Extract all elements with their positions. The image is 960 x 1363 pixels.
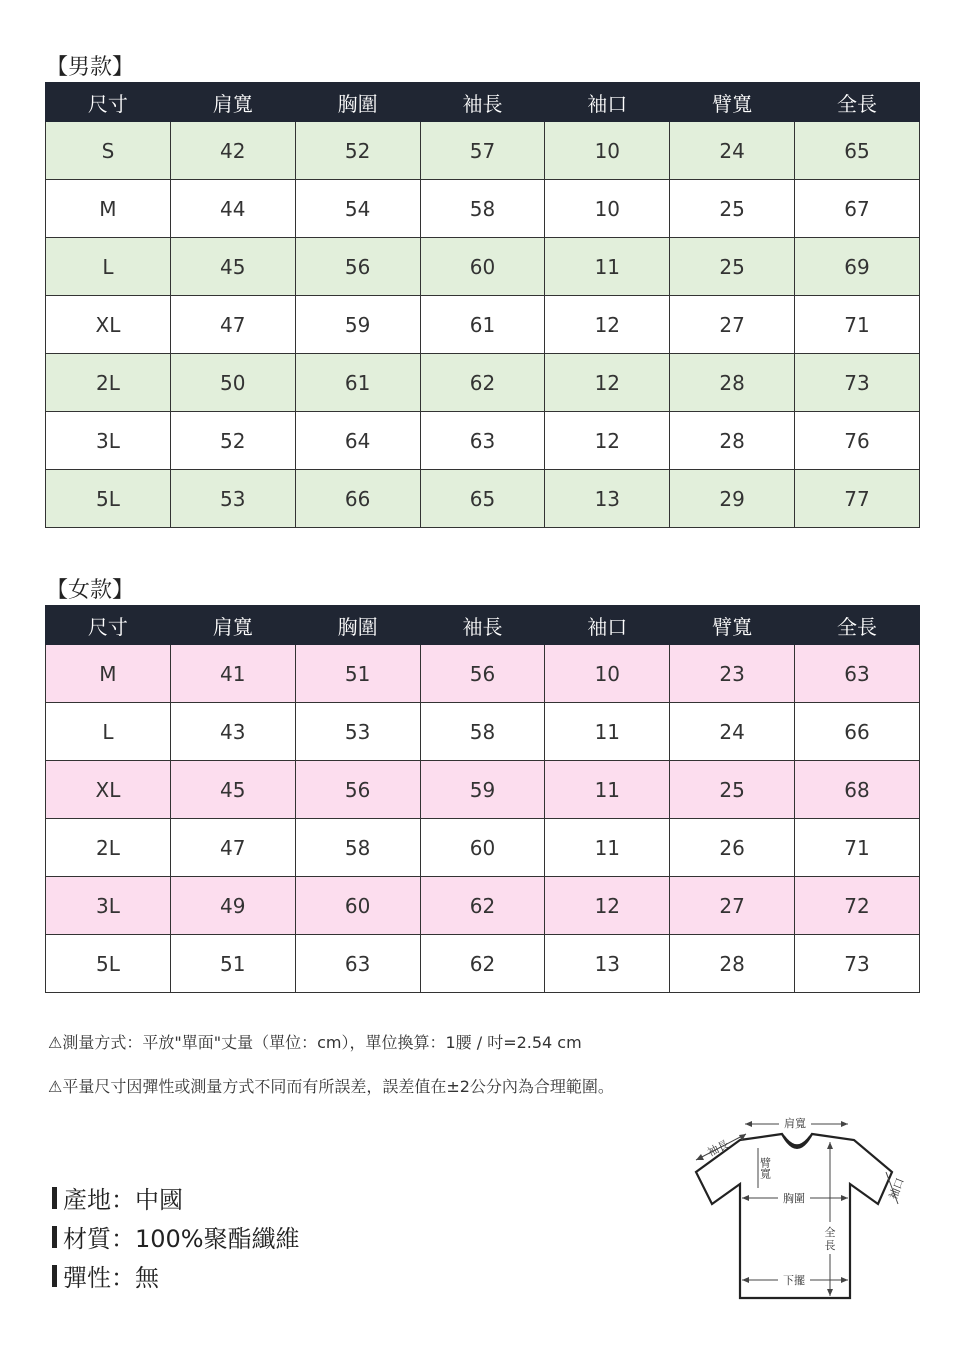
column-header: 袖口 (545, 83, 670, 122)
column-header: 肩寬 (170, 83, 295, 122)
measurement-note: ⚠測量方式：平放"單面"丈量（單位：cm），單位換算：1腰 / 吋=2.54 cm (48, 1033, 582, 1052)
measurement-cell: 60 (295, 877, 420, 935)
shoulder-label: 肩寬 (784, 1117, 806, 1130)
measurement-cell: 26 (670, 819, 795, 877)
bullet-bar (52, 1226, 57, 1248)
spec-material (52, 1219, 300, 1254)
measurement-cell: 41 (170, 645, 295, 703)
table-row (46, 180, 920, 238)
column-header: 尺寸 (46, 606, 171, 645)
size-cell: 3L (46, 412, 171, 470)
table-row (46, 412, 920, 470)
column-header: 全長 (795, 606, 920, 645)
table-row (46, 470, 920, 528)
sleeve-length-label: 袖長 (705, 1137, 731, 1160)
column-header: 肩寬 (170, 606, 295, 645)
measurement-cell: 60 (420, 238, 545, 296)
measurement-cell: 72 (795, 877, 920, 935)
cuff-label: 袖口 (886, 1176, 907, 1202)
column-header: 袖長 (420, 83, 545, 122)
measurement-cell: 58 (420, 180, 545, 238)
column-header: 臂寬 (670, 606, 795, 645)
measurement-cell: 51 (170, 935, 295, 993)
measurement-cell: 64 (295, 412, 420, 470)
table-row (46, 645, 920, 703)
size-cell: 2L (46, 819, 171, 877)
measurement-cell: 29 (670, 470, 795, 528)
measurement-cell: 69 (795, 238, 920, 296)
column-header: 袖長 (420, 606, 545, 645)
spec-origin (52, 1180, 183, 1215)
table-row (46, 877, 920, 935)
measurement-cell: 71 (795, 296, 920, 354)
measurement-cell: 13 (545, 470, 670, 528)
spec-elasticity (52, 1258, 159, 1293)
size-cell: 2L (46, 354, 171, 412)
measurement-cell: 67 (795, 180, 920, 238)
shirt-measurement-diagram (690, 1112, 910, 1307)
bullet-bar (52, 1187, 57, 1209)
table-row (46, 296, 920, 354)
arrow-head (745, 1121, 752, 1127)
women-section-title: 【女款】 (46, 578, 135, 603)
measurement-cell: 47 (170, 819, 295, 877)
measurement-cell: 11 (545, 238, 670, 296)
measurement-cell: 62 (420, 935, 545, 993)
men-section-title: 【男款】 (46, 55, 135, 80)
measurement-cell: 45 (170, 238, 295, 296)
spec-elasticity-text: 彈性：無 (63, 1264, 159, 1292)
measurement-cell: 56 (420, 645, 545, 703)
measurement-cell: 58 (420, 703, 545, 761)
measurement-cell: 27 (670, 296, 795, 354)
size-cell: XL (46, 761, 171, 819)
measurement-cell: 44 (170, 180, 295, 238)
measurement-cell: 54 (295, 180, 420, 238)
measurement-cell: 62 (420, 354, 545, 412)
measurement-cell: 63 (795, 645, 920, 703)
measurement-cell: 43 (170, 703, 295, 761)
measurement-cell: 12 (545, 296, 670, 354)
size-cell: 5L (46, 470, 171, 528)
measurement-cell: 52 (170, 412, 295, 470)
measurement-cell: 50 (170, 354, 295, 412)
measurement-cell: 73 (795, 935, 920, 993)
measurement-cell: 11 (545, 703, 670, 761)
size-cell: S (46, 122, 171, 180)
measurement-cell: 28 (670, 412, 795, 470)
size-cell: 3L (46, 877, 171, 935)
column-header: 袖口 (545, 606, 670, 645)
table-row (46, 122, 920, 180)
measurement-cell: 68 (795, 761, 920, 819)
measurement-cell: 61 (420, 296, 545, 354)
measurement-cell: 45 (170, 761, 295, 819)
column-header: 胸圍 (295, 83, 420, 122)
measurement-cell: 53 (295, 703, 420, 761)
column-header: 臂寬 (670, 83, 795, 122)
table-row (46, 819, 920, 877)
measurement-cell: 62 (420, 877, 545, 935)
size-cell: 5L (46, 935, 171, 993)
measurement-cell: 42 (170, 122, 295, 180)
measurement-cell: 23 (670, 645, 795, 703)
measurement-cell: 28 (670, 354, 795, 412)
measurement-cell: 25 (670, 180, 795, 238)
measurement-cell: 52 (295, 122, 420, 180)
column-header: 全長 (795, 83, 920, 122)
measurement-cell: 63 (295, 935, 420, 993)
measurement-cell: 51 (295, 645, 420, 703)
arm-width-label: 臂寬 (758, 1157, 772, 1179)
chest-label: 胸圍 (783, 1192, 805, 1205)
measurement-cell: 11 (545, 761, 670, 819)
spec-material-text: 材質：100%聚酯纖維 (63, 1225, 300, 1253)
measurement-cell: 66 (295, 470, 420, 528)
measurement-cell: 25 (670, 238, 795, 296)
measurement-cell: 49 (170, 877, 295, 935)
measurement-cell: 61 (295, 354, 420, 412)
measurement-cell: 24 (670, 122, 795, 180)
measurement-cell: 28 (670, 935, 795, 993)
size-cell: XL (46, 296, 171, 354)
measurement-cell: 10 (545, 122, 670, 180)
women-size-table (45, 605, 920, 993)
spec-origin-text: 產地：中國 (63, 1186, 183, 1214)
measurement-cell: 65 (420, 470, 545, 528)
measurement-cell: 60 (420, 819, 545, 877)
measurement-cell: 12 (545, 412, 670, 470)
men-size-table (45, 82, 920, 528)
table-row (46, 238, 920, 296)
measurement-cell: 77 (795, 470, 920, 528)
column-header: 尺寸 (46, 83, 171, 122)
hem-label: 下擺 (783, 1274, 805, 1287)
length-label-2: 長 (824, 1239, 836, 1252)
length-label-1: 全 (824, 1226, 836, 1239)
measurement-cell: 25 (670, 761, 795, 819)
measurement-cell: 66 (795, 703, 920, 761)
measurement-cell: 65 (795, 122, 920, 180)
size-cell: L (46, 703, 171, 761)
measurement-cell: 53 (170, 470, 295, 528)
measurement-cell: 71 (795, 819, 920, 877)
column-header: 胸圍 (295, 606, 420, 645)
size-cell: M (46, 645, 171, 703)
table-row (46, 761, 920, 819)
measurement-cell: 10 (545, 645, 670, 703)
arrow-head (841, 1121, 848, 1127)
measurement-cell: 56 (295, 761, 420, 819)
measurement-cell: 13 (545, 935, 670, 993)
measurement-cell: 56 (295, 238, 420, 296)
measurement-cell: 76 (795, 412, 920, 470)
bullet-bar (52, 1265, 57, 1287)
measurement-cell: 59 (295, 296, 420, 354)
size-cell: L (46, 238, 171, 296)
measurement-cell: 47 (170, 296, 295, 354)
measurement-cell: 11 (545, 819, 670, 877)
measurement-cell: 10 (545, 180, 670, 238)
measurement-cell: 12 (545, 877, 670, 935)
measurement-cell: 24 (670, 703, 795, 761)
measurement-cell: 12 (545, 354, 670, 412)
table-row (46, 703, 920, 761)
measurement-cell: 58 (295, 819, 420, 877)
size-cell: M (46, 180, 171, 238)
table-row (46, 935, 920, 993)
measurement-cell: 27 (670, 877, 795, 935)
measurement-cell: 57 (420, 122, 545, 180)
tolerance-note: ⚠平量尺寸因彈性或測量方式不同而有所誤差，誤差值在±2公分內為合理範圍。 (48, 1077, 614, 1096)
measurement-cell: 63 (420, 412, 545, 470)
table-row (46, 354, 920, 412)
measurement-cell: 59 (420, 761, 545, 819)
measurement-cell: 73 (795, 354, 920, 412)
